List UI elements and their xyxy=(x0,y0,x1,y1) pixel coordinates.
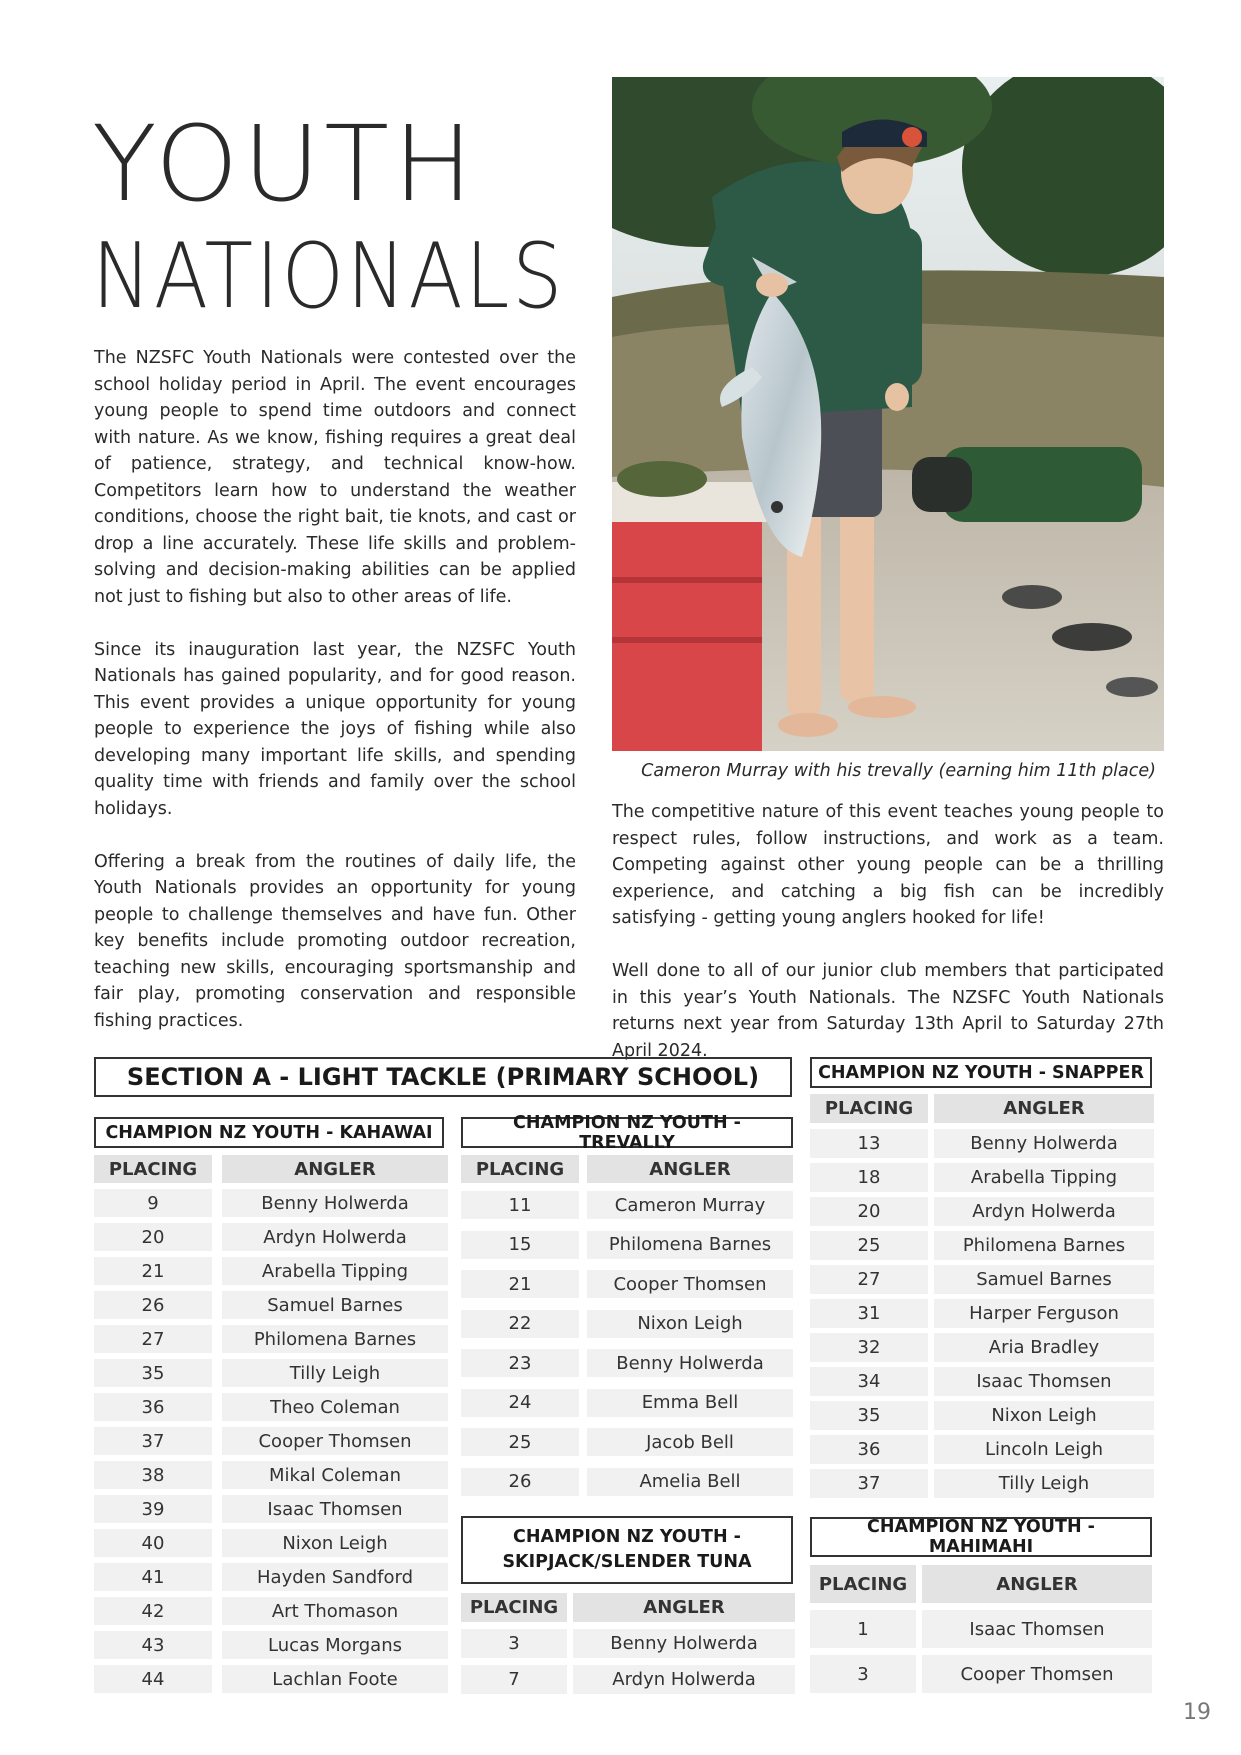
placing-cell: 21 xyxy=(94,1257,212,1285)
placing-cell: 32 xyxy=(810,1333,928,1362)
angler-cell: ANGLER xyxy=(587,1155,793,1183)
paragraph: The NZSFC Youth Nationals were contested over the school holiday period in April. The event encourages young people to spend time outdoors and connect with nature. As we know, fishing requires a great deal of patience, strategy, and technical know-how. Competitors learn how to understand the weather conditions, choose the right bait, tie knots, and cast or drop a line accurately. These life skills and problem-solving and decision-making abilities can be applied not just to fishing but also to other areas of life. xyxy=(94,348,576,607)
table-row xyxy=(810,1401,1154,1430)
table-row xyxy=(94,1393,448,1421)
table-row xyxy=(461,1428,793,1456)
paragraph: Since its inauguration last year, the NZSFC Youth Nationals has gained popularity, and for good reason. This event provides a unique opportunity for young people to experience the joys of fishing while also developing many important life skills, and spending quality time with friends and family over the school holidays. xyxy=(94,639,576,819)
skipjack-table-title xyxy=(461,1516,793,1584)
placing-cell: PLACING xyxy=(461,1593,567,1622)
placing-cell: 20 xyxy=(810,1197,928,1226)
mahimahi-results-table xyxy=(810,1565,1152,1700)
photo-boy-with-trevally xyxy=(612,77,1164,751)
placing-cell: 23 xyxy=(461,1349,579,1377)
table-row xyxy=(94,1631,448,1659)
angler-cell: Benny Holwerda xyxy=(934,1129,1154,1158)
table-row xyxy=(461,1629,795,1658)
table-row xyxy=(94,1291,448,1319)
placing-cell: 11 xyxy=(461,1191,579,1219)
placing-cell: 39 xyxy=(94,1495,212,1523)
paragraph: The competitive nature of this event teaches young people to respect rules, follow instructions, and work as a team. Competing against other young people can be a thrilling experience, and catching a big fish can be incredibly satisfying - getting young anglers hooked for life! xyxy=(612,802,1164,928)
table-header-row xyxy=(94,1155,448,1183)
table-row xyxy=(810,1299,1154,1328)
table-row xyxy=(461,1349,793,1377)
placing-cell: 26 xyxy=(94,1291,212,1319)
angler-cell: Philomena Barnes xyxy=(222,1325,448,1353)
placing-cell: PLACING xyxy=(810,1094,928,1123)
angler-cell: Ardyn Holwerda xyxy=(222,1223,448,1251)
angler-cell: Ardyn Holwerda xyxy=(573,1665,795,1694)
angler-cell: Lachlan Foote xyxy=(222,1665,448,1693)
table-row xyxy=(810,1197,1154,1226)
table-header-row xyxy=(810,1094,1154,1123)
table-row xyxy=(461,1389,793,1417)
trevally-table-title: CHAMPION NZ YOUTH - TREVALLY xyxy=(461,1117,793,1148)
table-row xyxy=(94,1529,448,1557)
angler-cell: Lincoln Leigh xyxy=(934,1435,1154,1464)
paragraph: Well done to all of our junior club members that participated in this year’s Youth Nationals. The NZSFC Youth Nationals returns next year from Saturday 13th April to Saturday 27th April 2024. xyxy=(612,961,1164,1061)
angler-cell: ANGLER xyxy=(573,1593,795,1622)
angler-cell: Isaac Thomsen xyxy=(222,1495,448,1523)
placing-cell: 25 xyxy=(810,1231,928,1260)
table-row xyxy=(94,1563,448,1591)
table-row xyxy=(94,1223,448,1251)
table-row xyxy=(94,1359,448,1387)
angler-cell: Samuel Barnes xyxy=(222,1291,448,1319)
placing-cell: 35 xyxy=(94,1359,212,1387)
table-row xyxy=(461,1270,793,1298)
section-title: SECTION A - LIGHT TACKLE (PRIMARY SCHOOL) xyxy=(94,1057,792,1097)
angler-cell: ANGLER xyxy=(922,1565,1152,1603)
table-row xyxy=(810,1367,1154,1396)
angler-cell: Isaac Thomsen xyxy=(922,1610,1152,1648)
angler-cell: Art Thomason xyxy=(222,1597,448,1625)
table-row xyxy=(94,1597,448,1625)
angler-cell: Benny Holwerda xyxy=(587,1349,793,1377)
trevally-results-table xyxy=(461,1155,793,1507)
placing-cell: 38 xyxy=(94,1461,212,1489)
table-row xyxy=(810,1655,1152,1693)
placing-cell: 27 xyxy=(810,1265,928,1294)
table-row xyxy=(94,1427,448,1455)
table-row xyxy=(810,1469,1154,1498)
angler-cell: Philomena Barnes xyxy=(934,1231,1154,1260)
angler-cell: ANGLER xyxy=(222,1155,448,1183)
placing-cell: 34 xyxy=(810,1367,928,1396)
paragraph: Offering a break from the routines of daily life, the Youth Nationals provides an opportunity for young people to challenge themselves and have fun. Other key benefits include promoting outdoor recreation, teaching new skills, encouraging sportsmanship and fair play, promoting conservation and responsible fishing practices. xyxy=(94,851,576,1031)
angler-cell: Philomena Barnes xyxy=(587,1231,793,1259)
table-row xyxy=(94,1257,448,1285)
placing-cell: PLACING xyxy=(461,1155,579,1183)
angler-cell: Cameron Murray xyxy=(587,1191,793,1219)
angler-cell: Benny Holwerda xyxy=(222,1189,448,1217)
placing-cell: 31 xyxy=(810,1299,928,1328)
page-title-line2: NATIONALS xyxy=(92,224,565,329)
table-row xyxy=(461,1310,793,1338)
angler-cell: Tilly Leigh xyxy=(934,1469,1154,1498)
placing-cell: 27 xyxy=(94,1325,212,1353)
angler-cell: Isaac Thomsen xyxy=(934,1367,1154,1396)
angler-cell: Emma Bell xyxy=(587,1389,793,1417)
angler-cell: Jacob Bell xyxy=(587,1428,793,1456)
table-header-row xyxy=(461,1155,793,1183)
table-header-row xyxy=(461,1593,795,1622)
placing-cell: 20 xyxy=(94,1223,212,1251)
angler-cell: Tilly Leigh xyxy=(222,1359,448,1387)
snapper-results-table xyxy=(810,1094,1154,1503)
table-row xyxy=(94,1461,448,1489)
placing-cell: 1 xyxy=(810,1610,916,1648)
left-article-column xyxy=(94,345,576,1061)
placing-cell: 26 xyxy=(461,1468,579,1496)
placing-cell: 35 xyxy=(810,1401,928,1430)
skipjack-title-line2: SKIPJACK/SLENDER TUNA xyxy=(502,1552,752,1572)
right-article-column xyxy=(612,799,1164,1091)
angler-cell: Mikal Coleman xyxy=(222,1461,448,1489)
angler-cell: Cooper Thomsen xyxy=(922,1655,1152,1693)
placing-cell: 18 xyxy=(810,1163,928,1192)
placing-cell: 42 xyxy=(94,1597,212,1625)
table-row xyxy=(94,1325,448,1353)
angler-cell: Benny Holwerda xyxy=(573,1629,795,1658)
angler-cell: Hayden Sandford xyxy=(222,1563,448,1591)
angler-cell: Arabella Tipping xyxy=(934,1163,1154,1192)
kahawai-results-table xyxy=(94,1155,448,1699)
table-row xyxy=(810,1610,1152,1648)
table-row xyxy=(810,1435,1154,1464)
table-row xyxy=(810,1333,1154,1362)
angler-cell: Nixon Leigh xyxy=(587,1310,793,1338)
angler-cell: Cooper Thomsen xyxy=(222,1427,448,1455)
table-row xyxy=(461,1468,793,1496)
mahimahi-table-title: CHAMPION NZ YOUTH - MAHIMAHI xyxy=(810,1517,1152,1557)
table-header-row xyxy=(810,1565,1152,1603)
placing-cell: 37 xyxy=(94,1427,212,1455)
table-row xyxy=(461,1665,795,1694)
kahawai-table-title: CHAMPION NZ YOUTH - KAHAWAI xyxy=(94,1117,444,1148)
table-row xyxy=(810,1231,1154,1260)
table-row xyxy=(94,1495,448,1523)
placing-cell: 3 xyxy=(810,1655,916,1693)
angler-cell: Lucas Morgans xyxy=(222,1631,448,1659)
table-row xyxy=(810,1265,1154,1294)
angler-cell: Nixon Leigh xyxy=(934,1401,1154,1430)
placing-cell: PLACING xyxy=(94,1155,212,1183)
placing-cell: 24 xyxy=(461,1389,579,1417)
angler-cell: Cooper Thomsen xyxy=(587,1270,793,1298)
angler-cell: Nixon Leigh xyxy=(222,1529,448,1557)
placing-cell: PLACING xyxy=(810,1565,916,1603)
page-title-line1: YOUTH xyxy=(92,103,477,225)
page-number: 19 xyxy=(1183,1700,1211,1725)
placing-cell: 13 xyxy=(810,1129,928,1158)
placing-cell: 43 xyxy=(94,1631,212,1659)
table-row xyxy=(810,1129,1154,1158)
placing-cell: 9 xyxy=(94,1189,212,1217)
table-row xyxy=(810,1163,1154,1192)
angler-cell: Aria Bradley xyxy=(934,1333,1154,1362)
table-row xyxy=(94,1665,448,1693)
angler-cell: Arabella Tipping xyxy=(222,1257,448,1285)
snapper-table-title: CHAMPION NZ YOUTH - SNAPPER xyxy=(810,1057,1152,1088)
table-row xyxy=(461,1191,793,1219)
skipjack-results-table xyxy=(461,1593,795,1701)
placing-cell: 7 xyxy=(461,1665,567,1694)
angler-cell: Ardyn Holwerda xyxy=(934,1197,1154,1226)
placing-cell: 36 xyxy=(810,1435,928,1464)
angler-cell: Amelia Bell xyxy=(587,1468,793,1496)
placing-cell: 36 xyxy=(94,1393,212,1421)
skipjack-title-line1: CHAMPION NZ YOUTH - xyxy=(513,1527,741,1547)
angler-cell: Theo Coleman xyxy=(222,1393,448,1421)
placing-cell: 21 xyxy=(461,1270,579,1298)
placing-cell: 3 xyxy=(461,1629,567,1658)
placing-cell: 25 xyxy=(461,1428,579,1456)
angler-cell: ANGLER xyxy=(934,1094,1154,1123)
placing-cell: 15 xyxy=(461,1231,579,1259)
placing-cell: 41 xyxy=(94,1563,212,1591)
placing-cell: 44 xyxy=(94,1665,212,1693)
angler-cell: Harper Ferguson xyxy=(934,1299,1154,1328)
placing-cell: 37 xyxy=(810,1469,928,1498)
table-row xyxy=(94,1189,448,1217)
placing-cell: 22 xyxy=(461,1310,579,1338)
placing-cell: 40 xyxy=(94,1529,212,1557)
photo-caption: Cameron Murray with his trevally (earning him 11th place) xyxy=(641,761,1156,781)
angler-cell: Samuel Barnes xyxy=(934,1265,1154,1294)
table-row xyxy=(461,1231,793,1259)
